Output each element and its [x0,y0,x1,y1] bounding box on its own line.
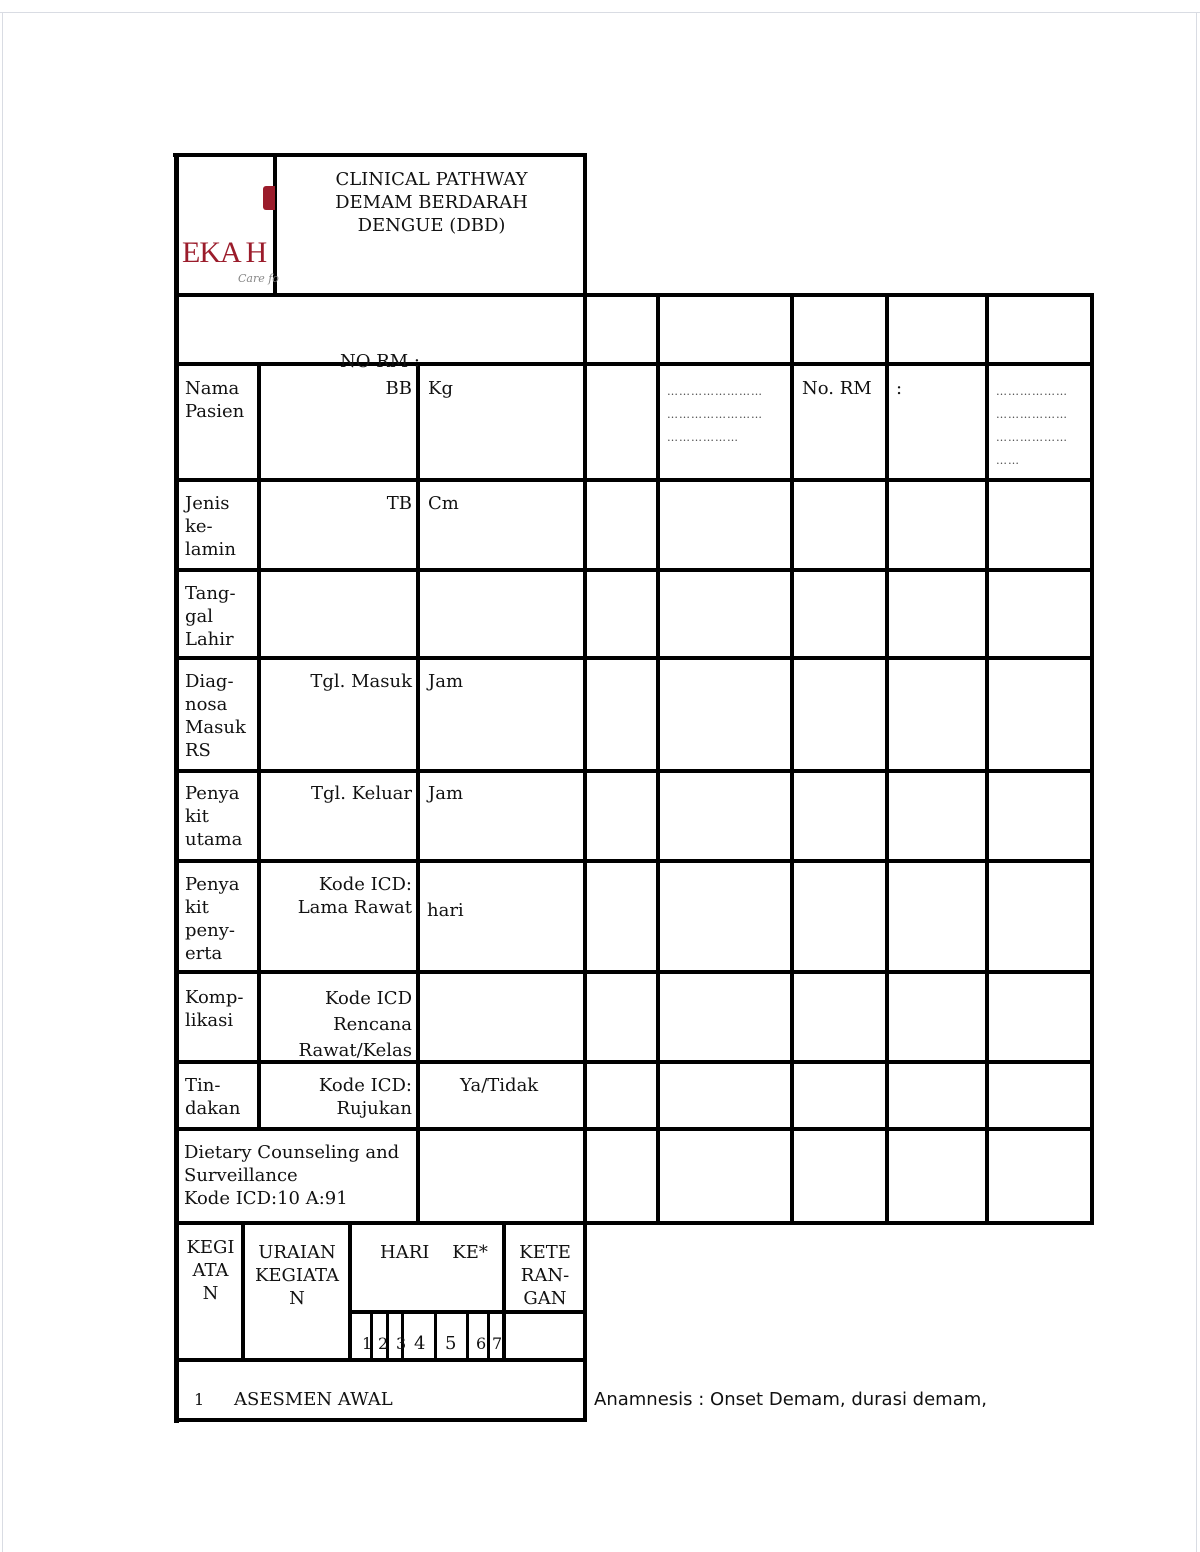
no-rm-header: NO RM : [340,351,420,372]
no-rm-field[interactable]: ……………… ……………… ……………… …… [996,385,1068,467]
logo-mark-icon [263,186,275,210]
tb-label: TB [386,493,412,514]
no-rm-colon: : [896,378,903,399]
day-4: 4 [414,1333,426,1354]
nama-pasien-field[interactable]: …………………… …………………… ……………… [667,385,763,444]
day-5: 5 [445,1333,457,1354]
tanggal-lahir-label: Tang- gal Lahir [185,583,236,650]
title-line-2: DEMAM BERDARAH [335,192,528,213]
no-rm-label: No. RM [802,378,872,399]
kode-icd-rencana: Kode ICD Rencana Rawat/Kelas [298,988,412,1061]
komplikasi-label: Komp- likasi [185,987,244,1031]
page-border-right [1196,12,1197,1552]
tindakan-label: Tin- dakan [185,1075,241,1119]
kode-icd-rujukan: Kode ICD: Rujukan [318,1075,412,1119]
day-2: 2 [378,1334,389,1353]
kode-icd-lama-rawat: Kode ICD: Lama Rawat [297,874,412,918]
day-6: 6 [476,1334,487,1353]
bb-label: BB [385,378,412,399]
ya-tidak-option[interactable]: Ya/Tidak [460,1075,539,1096]
row-number: 1 [194,1390,205,1409]
jam-keluar-label: Jam [428,783,464,804]
day-7: 7 [492,1334,503,1353]
bb-unit: Kg [428,378,453,399]
diagnosa-label: Diag- nosa Masuk RS [185,671,246,761]
tgl-masuk-label: Tgl. Masuk [310,671,412,692]
jenis-kelamin-label: Jenis ke- lamin [185,493,236,560]
row-label: ASESMEN AWAL [234,1389,393,1410]
logo-tagline: Care fo [238,272,279,285]
keterangan-header: KETE RAN- GAN [519,1242,571,1309]
tgl-keluar-label: Tgl. Keluar [310,783,412,804]
hari-label: hari [427,900,464,921]
nama-pasien-label: Nama Pasien [185,378,245,422]
penyakit-utama-label: Penya kit utama [185,783,243,850]
day-3: 3 [396,1334,407,1353]
jam-masuk-label: Jam [428,671,464,692]
row-note: Anamnesis : Onset Demam, durasi demam, [594,1389,988,1410]
title-line-3: DENGUE (DBD) [357,215,506,236]
dietary-counseling: Dietary Counseling and Surveillance Kode ICD:10 A:91 [184,1142,400,1209]
page-border-left [2,12,3,1552]
uraian-kegiatan-header: URAIAN KEGIATA N [254,1242,340,1309]
hari-ke-header: HARI KE* [380,1242,488,1263]
kegiatan-header: KEGI ATA N [186,1237,235,1304]
tb-unit: Cm [428,493,459,514]
logo-text: EKA H [182,236,267,269]
page-border-top [0,12,1200,13]
penyakit-penyerta-label: Penya kit peny- erta [185,874,240,964]
title-line-1: CLINICAL PATHWAY [335,169,528,190]
day-1: 1 [362,1334,373,1353]
